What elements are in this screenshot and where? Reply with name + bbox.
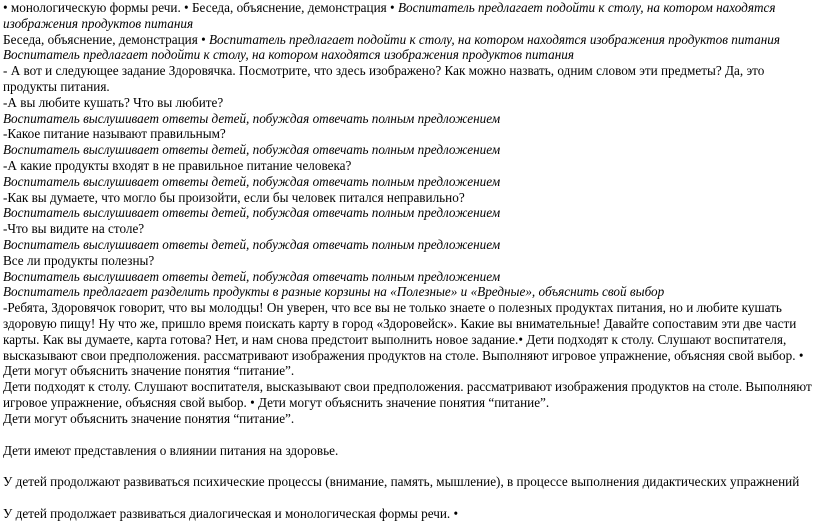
text-run: • Дети могут объяснить значение понятия “питание”. <box>250 394 550 410</box>
italic-text-run: Воспитатель выслушивает ответы детей, побуждая отвечать полным предложением <box>3 268 501 284</box>
italic-text-run: Воспитатель выслушивает ответы детей, побуждая отвечать полным предложением <box>3 110 501 126</box>
text-run: -Как вы думаете, что могло бы произойти, если бы человек питался неправильно? <box>3 189 465 205</box>
text-run: У детей продолжает развиваться диалогическая и монологическая формы речи. <box>3 506 454 522</box>
text-run: Дети могут объяснить значение понятия “питание”. <box>3 410 295 426</box>
text-run: • Дети подходят к столу. Слушают воспитателя, высказывают свои предположения. рассматривают изображения продуктов на столе. Выполняют игровое упражнение, объясняя свой выбор. <box>3 331 799 363</box>
text-paragraph <box>3 142 812 158</box>
text-paragraph <box>3 300 812 379</box>
italic-text-run: Воспитатель предлагает подойти к столу, на котором находятся изображения продуктов питания <box>3 0 776 31</box>
italic-text-run: Воспитатель выслушивает ответы детей, побуждая отвечать полным предложением <box>3 205 501 221</box>
text-paragraph <box>3 253 812 269</box>
text-paragraph <box>3 47 812 63</box>
text-paragraph <box>3 32 812 48</box>
text-paragraph <box>3 126 812 142</box>
text-run: • монологическую формы речи. <box>3 0 185 15</box>
text-run: • Дети могут объяснить значение понятия “питание”. <box>3 347 804 379</box>
text-run: • <box>453 506 459 522</box>
text-paragraph <box>3 269 812 285</box>
italic-text-run: Воспитатель предлагает разделить продукты в разные корзины на «Полезные» и «Вредные», объяснить свой выбор <box>3 284 665 300</box>
text-paragraph <box>3 158 812 174</box>
text-paragraph <box>3 95 812 111</box>
text-paragraph <box>3 174 812 190</box>
italic-text-run: Воспитатель выслушивает ответы детей, побуждая отвечать полным предложением <box>3 236 501 252</box>
text-paragraph <box>3 443 812 459</box>
text-run: -А вы любите кушать? Что вы любите? <box>3 94 224 110</box>
text-run: • <box>390 0 398 15</box>
text-paragraph <box>3 411 812 427</box>
blank-line <box>3 490 812 506</box>
text-run: -А какие продукты входят в не правильное питание человека? <box>3 157 352 173</box>
text-paragraph <box>3 0 812 32</box>
text-paragraph <box>3 205 812 221</box>
text-paragraph <box>3 237 812 253</box>
text-paragraph <box>3 111 812 127</box>
text-paragraph <box>3 379 812 411</box>
text-paragraph <box>3 284 812 300</box>
text-paragraph <box>3 63 812 95</box>
text-paragraph <box>3 190 812 206</box>
blank-line <box>3 458 812 474</box>
text-run: • Беседа, объяснение, демонстрация <box>184 0 391 15</box>
text-run: Дети подходят к столу. Слушают воспитателя, высказывают свои предположения. рассматривают изображения продуктов на столе. Выполняют игровое упражнение, объясняя свой выбор. <box>3 379 812 410</box>
text-run: • <box>201 31 209 47</box>
italic-text-run: Воспитатель предлагает подойти к столу, на котором находятся изображения продуктов питания <box>208 31 780 47</box>
text-run: -Ребята, Здоровячок говорит, что вы молодцы! Он уверен, что все вы не только знаете о полезных продуктах питания, но и любите кушать здоровую пищу! Ну что же, пришло время поискать карту в город «Здоровейск». Какие вы внимательные! Давайте сопоставим эти две части карты. Как вы думаете, карта готова? Нет, и нам снова предстоит выполнить новое задание. <box>3 300 797 347</box>
text-run: Все ли продукты полезны? <box>3 252 155 268</box>
italic-text-run: Воспитатель выслушивает ответы детей, побуждая отвечать полным предложением <box>3 173 501 189</box>
text-paragraph <box>3 221 812 237</box>
italic-text-run: Воспитатель предлагает подойти к столу, на котором находятся изображения продуктов питания <box>3 47 574 63</box>
text-run: Дети имеют представления о влиянии питания на здоровье. <box>3 442 339 458</box>
text-paragraph <box>3 474 812 490</box>
italic-text-run: Воспитатель выслушивает ответы детей, побуждая отвечать полным предложением <box>3 142 501 158</box>
text-run: Беседа, объяснение, демонстрация <box>3 31 202 47</box>
blank-line <box>3 427 812 443</box>
text-paragraph <box>3 506 812 522</box>
text-run: -Что вы видите на столе? <box>3 221 145 237</box>
text-run: У детей продолжают развиваться психические процессы (внимание, память, мышление), в процессе выполнения дидактических упражнений <box>3 474 800 490</box>
text-run: -Какое питание называют правильным? <box>3 126 226 142</box>
text-run: - А вот и следующее задание Здоровячка. Посмотрите, что здесь изображено? Как можно назвать, одним словом эти предметы? Да, это продукты питания. <box>3 63 765 94</box>
